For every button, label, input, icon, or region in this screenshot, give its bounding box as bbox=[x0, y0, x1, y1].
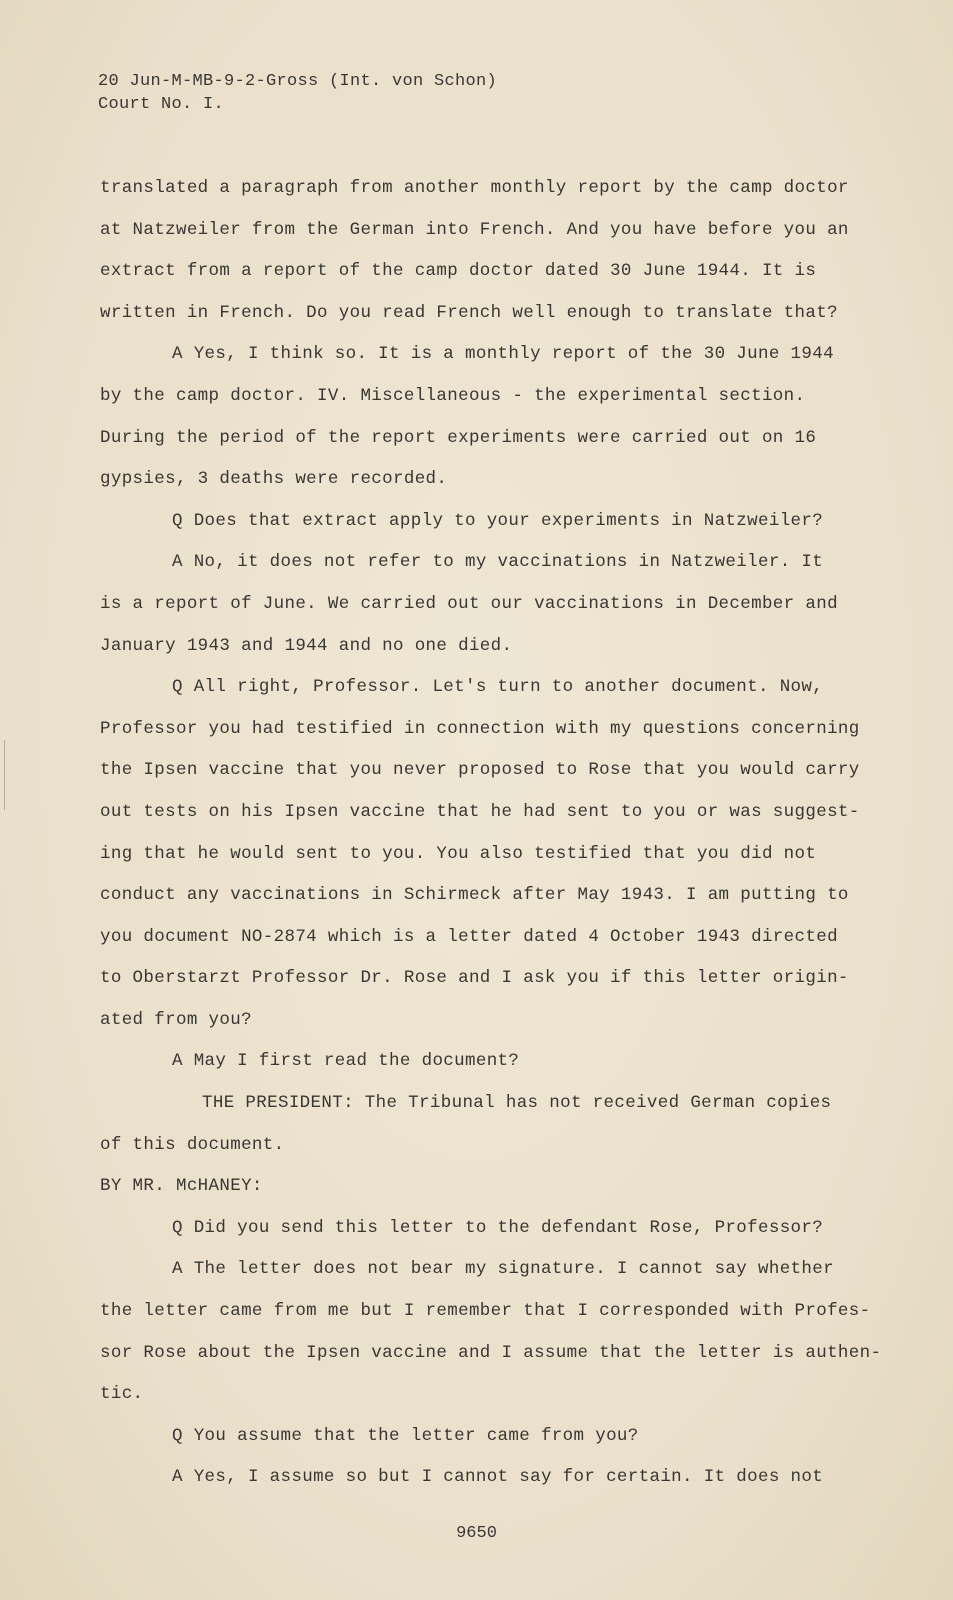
page-number: 9650 bbox=[456, 1524, 497, 1543]
margin-mark bbox=[4, 740, 5, 810]
text-line: sor Rose about the Ipsen vaccine and I assume that the letter is authen- bbox=[100, 1342, 882, 1363]
text-line: During the period of the report experiments were carried out on 16 bbox=[100, 427, 817, 448]
text-line: by the camp doctor. IV. Miscellaneous - the experimental section. bbox=[100, 385, 806, 406]
text-line: extract from a report of the camp doctor dated 30 June 1944. It is bbox=[100, 261, 817, 282]
text-line: Q You assume that the letter came from you? bbox=[172, 1425, 639, 1446]
text-line: you document NO-2874 which is a letter dated 4 October 1943 directed bbox=[100, 926, 838, 947]
text-line: the letter came from me but I remember that I corresponded with Profes- bbox=[100, 1301, 871, 1322]
text-line: gypsies, 3 deaths were recorded. bbox=[100, 469, 448, 490]
text-line: THE PRESIDENT: The Tribunal has not received German copies bbox=[202, 1093, 832, 1114]
text-line: A May I first read the document? bbox=[172, 1051, 520, 1072]
text-line: out tests on his Ipsen vaccine that he had sent to you or was suggest- bbox=[100, 801, 860, 822]
header-line-1: 20 Jun-M-MB-9-2-Gross (Int. von Schon) bbox=[98, 72, 498, 91]
text-line: A Yes, I think so. It is a monthly report of the 30 June 1944 bbox=[172, 344, 834, 365]
text-line: of this document. bbox=[100, 1134, 285, 1155]
text-line: tic. bbox=[100, 1384, 144, 1405]
text-line: A The letter does not bear my signature. I cannot say whether bbox=[172, 1259, 834, 1280]
text-line: A No, it does not refer to my vaccinations in Natzweiler. It bbox=[172, 552, 824, 573]
text-line: Professor you had testified in connection with my questions concerning bbox=[100, 718, 860, 739]
text-line: BY MR. McHANEY: bbox=[100, 1176, 263, 1197]
text-line: is a report of June. We carried out our vaccinations in December and bbox=[100, 593, 838, 614]
document-header bbox=[98, 70, 497, 116]
text-line: to Oberstarzt Professor Dr. Rose and I ask you if this letter origin- bbox=[100, 968, 849, 989]
text-line: at Natzweiler from the German into French. And you have before you an bbox=[100, 219, 849, 240]
text-line: translated a paragraph from another monthly report by the camp doctor bbox=[100, 178, 849, 198]
text-line: ing that he would sent to you. You also testified that you did not bbox=[100, 843, 817, 864]
text-line: Q Does that extract apply to your experiments in Natzweiler? bbox=[172, 510, 824, 531]
text-line: conduct any vaccinations in Schirmeck after May 1943. I am putting to bbox=[100, 885, 849, 906]
text-line: January 1943 and 1944 and no one died. bbox=[100, 635, 513, 656]
text-line: written in French. Do you read French well enough to translate that? bbox=[100, 302, 838, 323]
text-line: Q All right, Professor. Let's turn to another document. Now, bbox=[172, 677, 824, 698]
header-line-2: Court No. I. bbox=[98, 95, 225, 114]
transcript-body bbox=[100, 168, 882, 1499]
text-line: Q Did you send this letter to the defendant Rose, Professor? bbox=[172, 1217, 824, 1238]
text-line: ated from you? bbox=[100, 1009, 252, 1030]
text-line: A Yes, I assume so but I cannot say for certain. It does not bbox=[172, 1467, 824, 1488]
text-line: the Ipsen vaccine that you never proposed to Rose that you would carry bbox=[100, 760, 860, 781]
